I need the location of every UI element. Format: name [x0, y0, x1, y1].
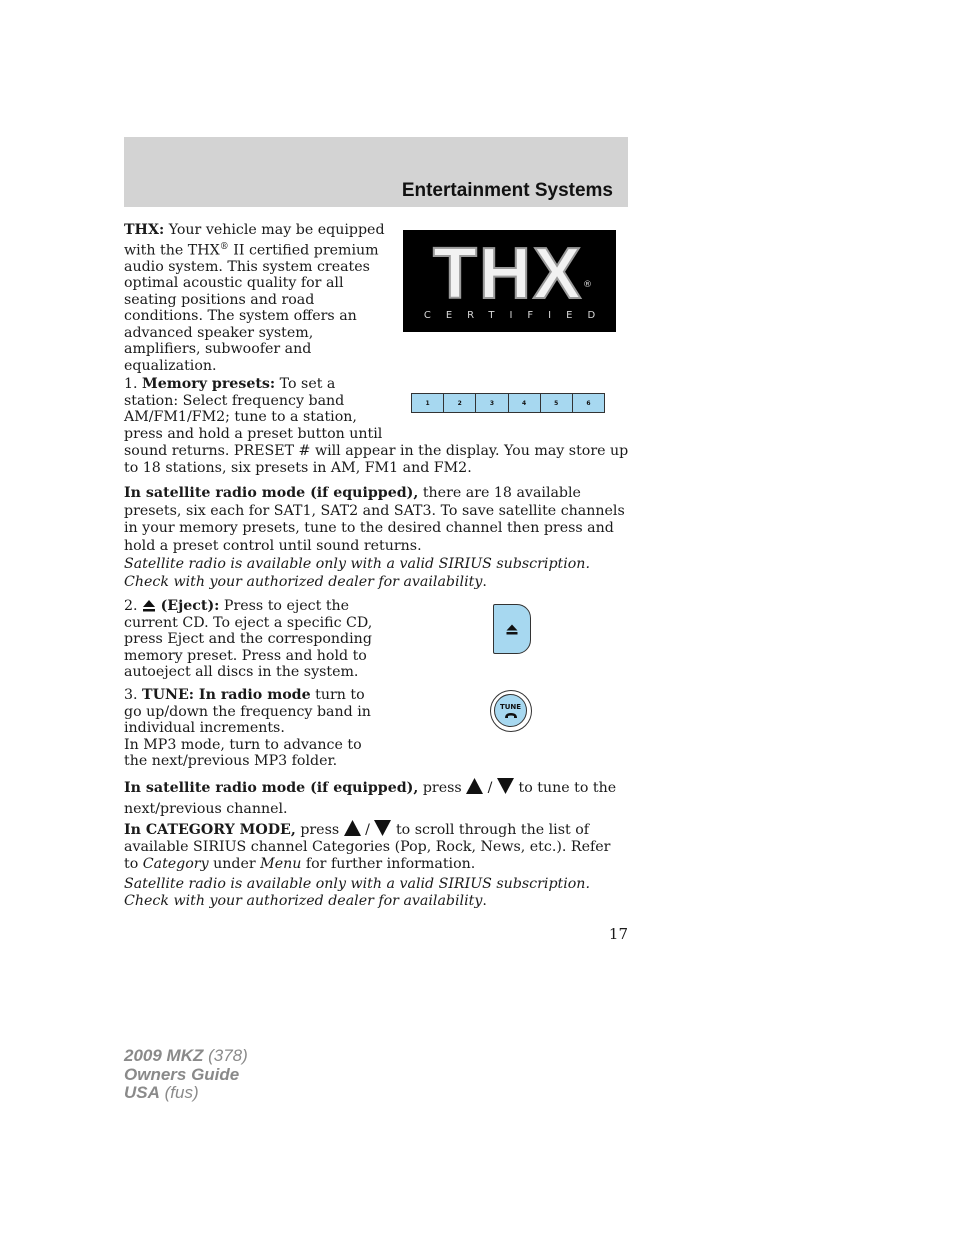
- satellite-tune-lead: In satellite radio mode (if equipped),: [124, 780, 419, 796]
- category-mode-paragraph: [124, 820, 629, 874]
- preset-button-2[interactable]: 2: [444, 394, 476, 412]
- memory-number: 1.: [124, 376, 143, 392]
- tune-knob[interactable]: [490, 690, 532, 732]
- memory-label: Memory presets:: [142, 376, 276, 392]
- category-mode-press: press: [295, 822, 344, 838]
- satellite-note-2-end: .: [482, 892, 487, 909]
- satellite-tune-paragraph: [124, 778, 629, 820]
- eject-label: (Eject):: [160, 598, 220, 614]
- satellite-note-2: [124, 876, 629, 909]
- eject-button[interactable]: [493, 604, 531, 654]
- satellite-tune-text: to tune to the next/previous channel.: [124, 780, 617, 817]
- category-mode-text-3: for further information.: [301, 856, 476, 873]
- memory-text-narrow: To set a station: Select frequency band AM/FM1/FM2; tune to a station, press and hold a preset button until: [124, 376, 383, 442]
- tune-number: 3.: [124, 687, 143, 703]
- document-footer: [124, 1047, 248, 1103]
- section-title: Entertainment Systems: [401, 180, 613, 201]
- satellite-note-1-text: Satellite radio is available only with a valid SIRIUS subscription. Check with your authorized dealer for availability: [124, 556, 590, 590]
- satellite-tune-slash: /: [483, 780, 497, 796]
- category-mode-lead: In CATEGORY MODE,: [124, 822, 296, 838]
- category-mode-ref-menu: Menu: [260, 856, 302, 873]
- category-mode-text-1: to scroll through the list of available SIRIUS channel Categories (Pop, Rock, News, etc.). Refer to: [124, 822, 611, 873]
- tune-knob-label: TUNE: [499, 703, 522, 711]
- triangle-up-icon: [466, 778, 483, 794]
- thx-logo-reg: ®: [583, 280, 592, 290]
- page-number: 17: [608, 925, 628, 943]
- tune-text: turn to go up/down the frequency band in individual increments.: [124, 687, 371, 736]
- section-header-band: [124, 137, 628, 207]
- thx-text-2: II certified premium audio system. This system creates optimal acoustic quality for all seating positions and road conditions. The system offers an advanced speaker system, amplifiers, subwoofer and equalization.: [124, 242, 379, 374]
- footer-line-1: [124, 1047, 248, 1066]
- eject-number: 2.: [124, 598, 143, 614]
- triangle-down-icon: [497, 778, 514, 794]
- thx-text-1: Your vehicle may be equipped with the THX: [124, 222, 385, 259]
- satellite-presets-paragraph: [124, 485, 629, 555]
- satellite-presets-lead: In satellite radio mode (if equipped),: [124, 485, 419, 501]
- thx-reg-mark: ®: [219, 241, 229, 252]
- tune-mp3-text: In MP3 mode, turn to advance to the next/previous MP3 folder.: [124, 736, 362, 769]
- tune-knob-face: [494, 694, 527, 727]
- satellite-note-1: [124, 556, 629, 591]
- memory-presets-paragraph: [124, 376, 386, 442]
- preset-button-strip: [411, 393, 605, 413]
- preset-button-4[interactable]: 4: [509, 394, 541, 412]
- thx-paragraph: [124, 222, 386, 374]
- preset-button-6[interactable]: 6: [573, 394, 604, 412]
- footer-model-code: (378): [203, 1046, 248, 1065]
- eject-icon: [506, 624, 518, 635]
- footer-guide: Owners Guide: [124, 1064, 240, 1084]
- footer-model: 2009 MKZ: [124, 1046, 204, 1065]
- eject-text: Press to eject the current CD. To eject a specific CD, press Eject and the corresponding memory preset. Press and hold to autoeject all discs in the system.: [124, 598, 373, 680]
- satellite-note-1-end: .: [482, 573, 487, 590]
- triangle-down-icon: [374, 820, 391, 836]
- footer-line-2: [124, 1066, 248, 1085]
- footer-line-3: [124, 1084, 248, 1103]
- thx-label: THX:: [124, 222, 165, 238]
- satellite-note-2-text: Satellite radio is available only with a valid SIRIUS subscription. Check with your authorized dealer for availability: [124, 876, 590, 909]
- preset-button-1[interactable]: 1: [412, 394, 444, 412]
- triangle-up-icon: [344, 820, 361, 836]
- footer-market: USA: [124, 1083, 160, 1102]
- eject-paragraph: [124, 598, 386, 681]
- satellite-tune-press: press: [418, 780, 467, 796]
- thx-logo-certified: CERTIFIED: [423, 310, 611, 321]
- phone-handset-icon: [504, 712, 518, 719]
- preset-button-3[interactable]: 3: [476, 394, 508, 412]
- eject-icon: [142, 599, 156, 612]
- thx-logo-word: THX: [433, 234, 583, 314]
- preset-button-5[interactable]: 5: [541, 394, 573, 412]
- memory-presets-continuation: sound returns. PRESET # will appear in the display. You may store up to 18 stations, six presets in AM, FM1 and FM2.: [124, 443, 629, 476]
- category-mode-slash: /: [360, 822, 375, 838]
- thx-certified-logo: [403, 230, 616, 332]
- satellite-presets-text: there are 18 available presets, six each for SAT1, SAT2 and SAT3. To save satellite channels in your memory presets, tune to the desired channel then press and hold a preset control until sound returns.: [124, 485, 625, 554]
- tune-paragraph: [124, 687, 386, 770]
- tune-label: TUNE: In radio mode: [142, 687, 311, 703]
- category-mode-ref-category: Category: [142, 856, 209, 873]
- footer-market-code: (fus): [159, 1083, 199, 1102]
- category-mode-text-2: under: [208, 856, 261, 873]
